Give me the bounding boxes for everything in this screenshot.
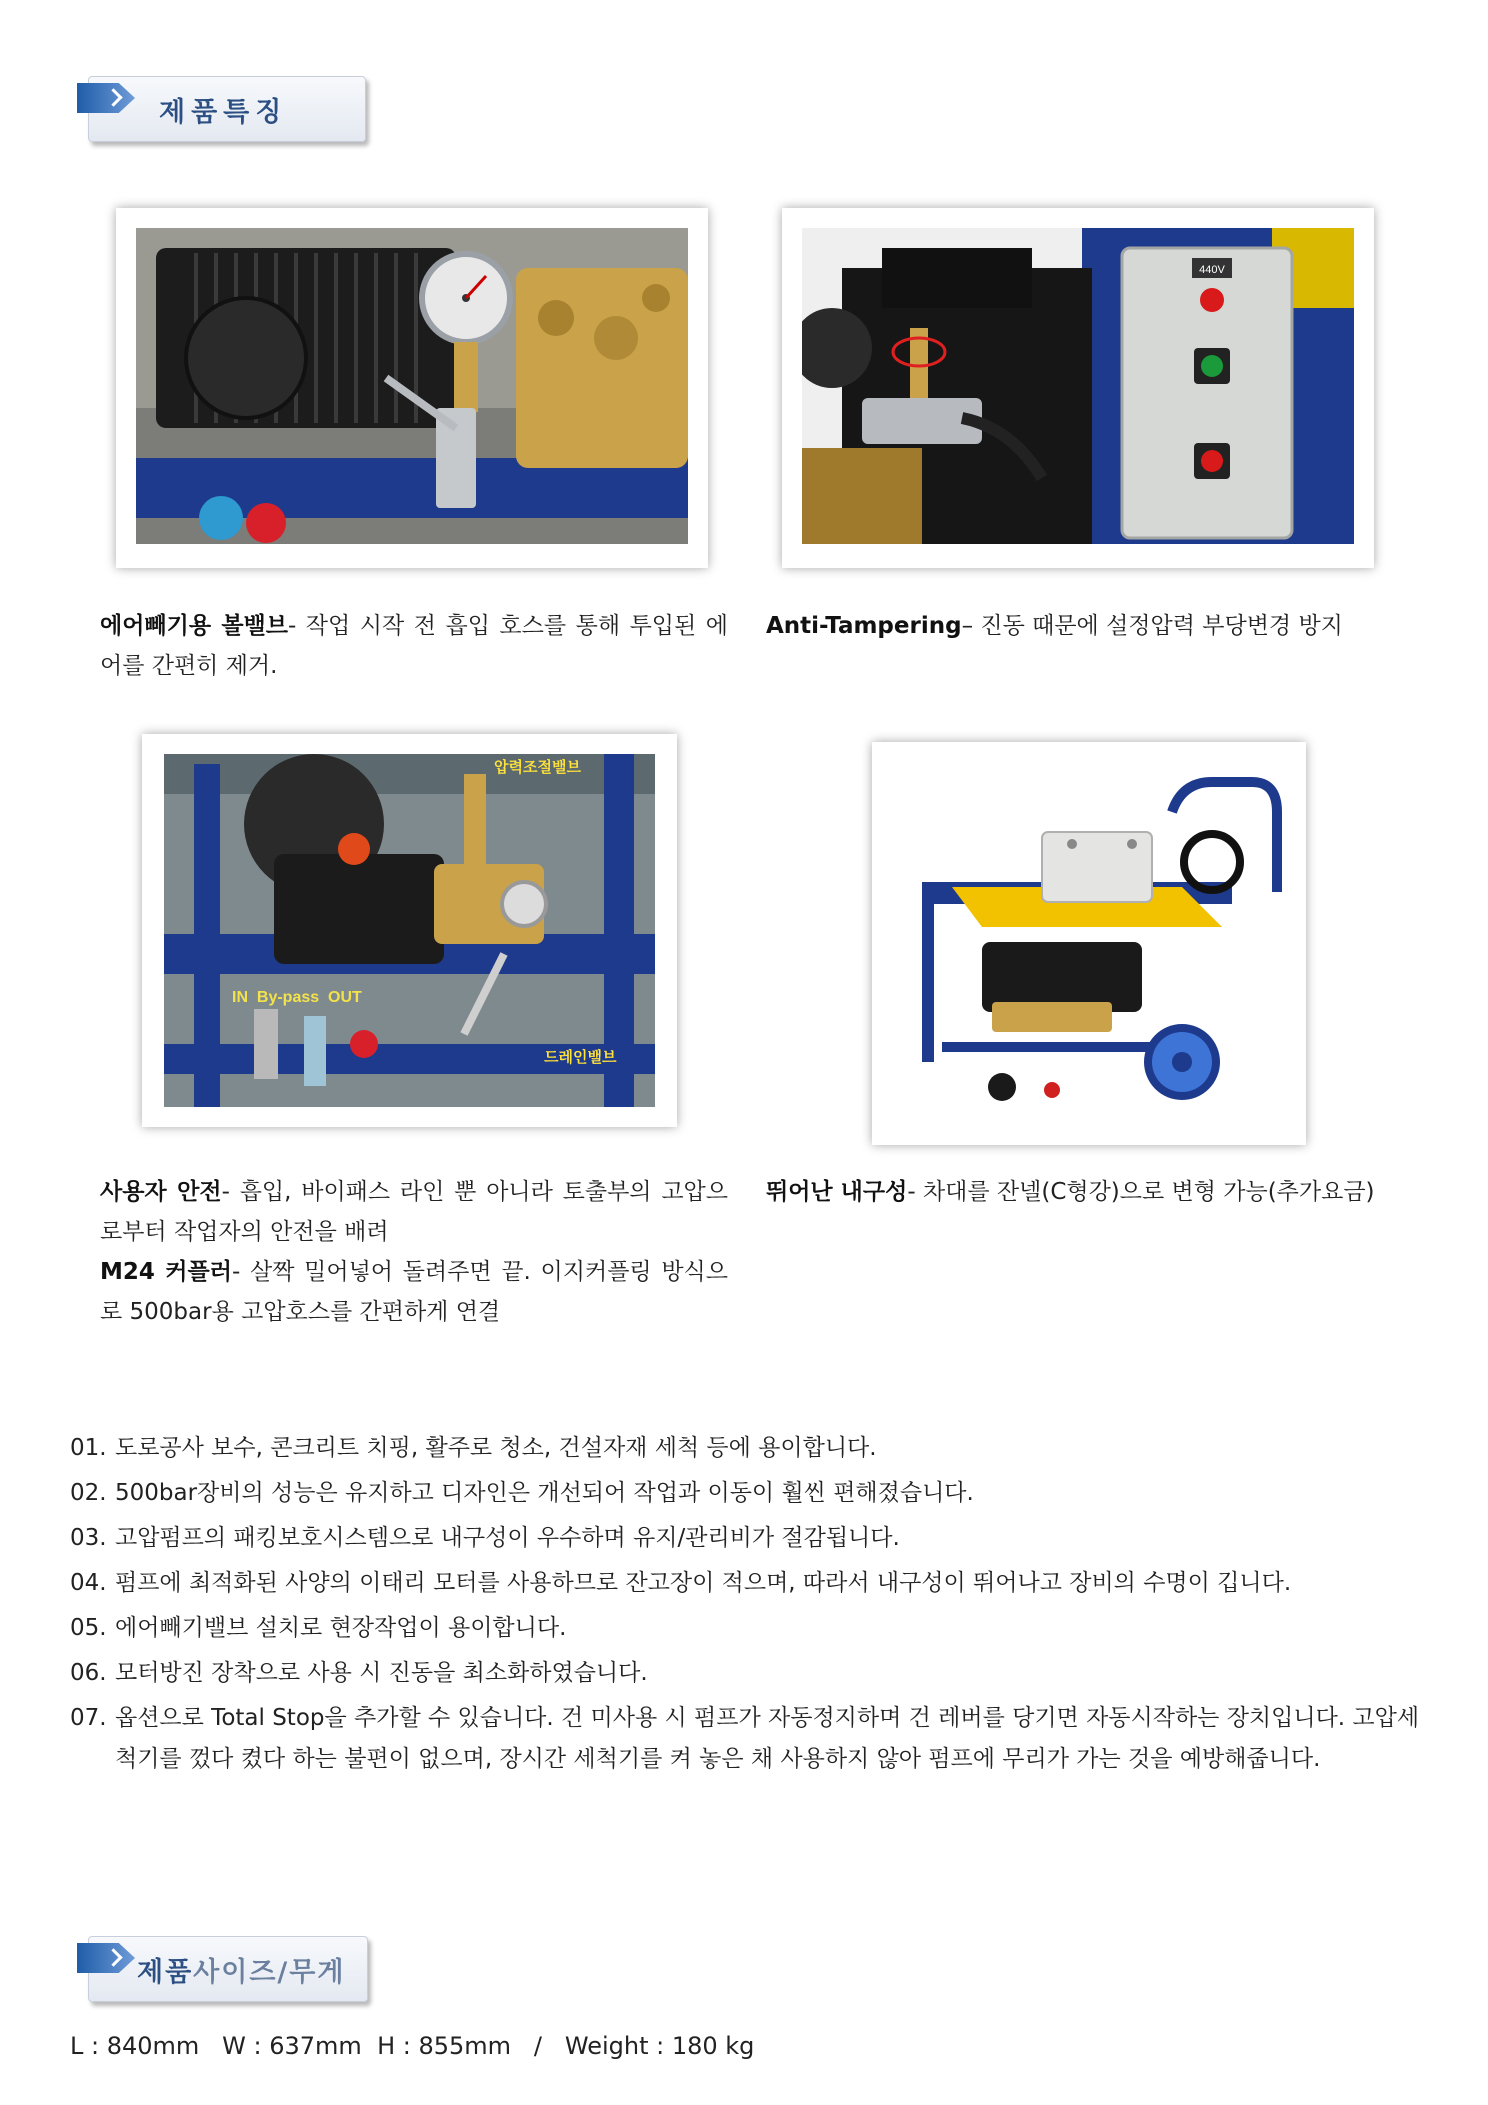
list-item [70,1518,1420,1559]
list-text: 에어빼기밸브 설치로 현장작업이 용이합니다. [115,1615,567,1641]
feature-caption-ball-valve [100,606,728,686]
feature-title: 사용자 안전 [100,1179,222,1205]
section-title [137,1950,345,1989]
photo-anti-tampering [782,208,1374,568]
list-number: 04. [70,1570,107,1596]
feature-item [100,1252,728,1332]
valve-label: 압력조절밸브 [494,758,581,776]
list-text: 도로공사 보수, 콘크리트 치핑, 활주로 청소, 건설자재 세척 등에 용이합니다. [115,1435,877,1461]
photo-user-safety [142,734,677,1127]
arrow-right-icon [77,83,135,113]
list-text: 펌프에 최적화된 사양의 이태리 모터를 사용하므로 잔고장이 적으며, 따라서 내구성이 뛰어나고 장비의 수명이 깁니다. [115,1570,1292,1596]
arrow-right-icon [77,1943,135,1973]
section-title: 제품특징 [159,97,288,128]
feature-text: - 흡입, 바이패스 라인 뿐 아니라 토출부의 고압으로부터 작업자의 안전을 배려 [100,1179,728,1245]
list-item [70,1653,1420,1694]
section-title-bold: 제품 [137,1957,194,1988]
feature-text: - 차대를 잔넬(C형강)으로 변형 가능(추가요금) [907,1179,1375,1205]
list-text: 모터방진 장착으로 사용 시 진동을 최소화하였습니다. [115,1660,648,1686]
list-text: 옵션으로 Total Stop을 추가할 수 있습니다. 건 미사용 시 펌프가 자동정지하며 건 레버를 당기면 자동시작하는 장치입니다. 고압세척기를 껐다 켰다 하는 불편이 없으며, 장시간 세척기를 켜 놓은 채 사용하지 않아 펌프에 무리가 가는 것을 예방해줍니다. [115,1705,1420,1772]
list-text: 고압펌프의 패킹보호시스템으로 내구성이 우수하며 유지/관리비가 절감됩니다. [115,1525,900,1551]
pump-gauge-illustration [136,228,688,544]
feature-item [100,1172,728,1252]
drain-label: 드레인밸브 [544,1048,617,1066]
list-number: 07. [70,1705,107,1731]
pump-ports-illustration [164,754,655,1107]
feature-caption-user-safety [100,1172,728,1332]
feature-title: M24 커플러 [100,1259,232,1285]
section-tab-size-weight [88,1936,368,2002]
feature-title: 뛰어난 내구성 [766,1179,908,1205]
list-item [70,1608,1420,1649]
list-number: 05. [70,1615,107,1641]
list-text: 500bar장비의 성능은 유지하고 디자인은 개선되어 작업과 이동이 훨씬 편해졌습니다. [115,1480,974,1506]
list-number: 06. [70,1660,107,1686]
list-item [70,1698,1420,1780]
feature-title: Anti-Tampering [766,613,962,639]
photo-ball-valve [116,208,708,568]
feature-caption-anti-tampering [766,606,1402,646]
feature-title: 에어빼기용 볼밸브 [100,613,288,639]
list-item [70,1428,1420,1469]
section-tab-features [88,76,366,142]
photo-durability [872,742,1306,1145]
feature-text: - 살짝 밀어넣어 돌려주면 끝. 이지커플링 방식으로 500bar용 고압호스를 간편하게 연결 [100,1259,728,1325]
section-title-rest: 사이즈/무게 [193,1957,346,1988]
list-number: 01. [70,1435,107,1461]
list-number: 03. [70,1525,107,1551]
feature-list [70,1428,1420,1784]
ports-label: IN By-pass OUT [232,989,362,1006]
feature-text: - 작업 시작 전 흡입 호스를 통해 투입된 에어를 간편히 제거. [100,613,728,679]
feature-text: – 진동 때문에 설정압력 부당변경 방지 [961,613,1343,639]
control-box-illustration [802,228,1354,544]
feature-caption-durability [766,1172,1402,1212]
list-item [70,1473,1420,1514]
pressure-washer-illustration [882,752,1296,1135]
size-weight-line: L : 840mm W : 637mm H : 855mm / Weight : 180 kg [70,2032,755,2060]
list-number: 02. [70,1480,107,1506]
control-box-label: 440V [1199,264,1225,276]
list-item [70,1563,1420,1604]
